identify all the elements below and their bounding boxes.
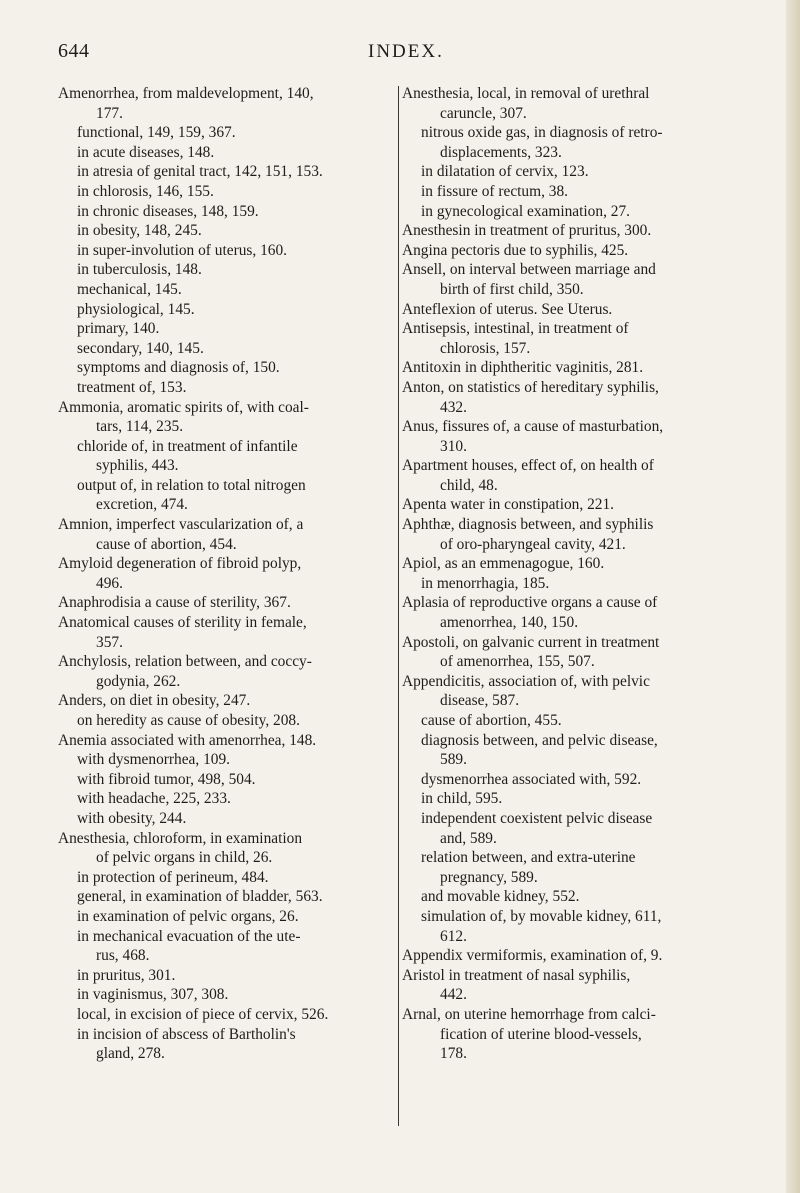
index-entry: Anesthesin in treatment of pruritus, 300. <box>402 222 652 240</box>
index-subentry: rus, 468. <box>96 947 150 965</box>
index-subentry: 442. <box>440 986 467 1004</box>
index-entry: Anatomical causes of sterility in female, <box>58 614 307 632</box>
index-subentry: tars, 114, 235. <box>96 418 184 436</box>
index-subentry: physiological, 145. <box>77 300 195 318</box>
index-subentry: secondary, 140, 145. <box>77 339 204 357</box>
index-subentry: output of, in relation to total nitrogen <box>77 476 306 494</box>
index-entry: Aplasia of reproductive organs a cause of <box>402 594 658 612</box>
index-entry: Anemia associated with amenorrhea, 148. <box>58 731 317 749</box>
index-subentry: of oro-pharyngeal cavity, 421. <box>440 535 626 553</box>
index-subentry: displacements, 323. <box>440 143 562 161</box>
index-entry: Apiol, as an emmenagogue, 160. <box>402 555 605 573</box>
index-subentry: chloride of, in treatment of infantile <box>77 437 298 455</box>
index-subentry: with fibroid tumor, 498, 504. <box>77 770 256 788</box>
index-entry: Anchylosis, relation between, and coccy- <box>58 653 312 671</box>
index-entry: Anders, on diet in obesity, 247. <box>58 692 251 710</box>
index-entry: Ammonia, aromatic spirits of, with coal- <box>58 398 309 416</box>
index-subentry: with obesity, 244. <box>77 809 187 827</box>
index-subentry: dysmenorrhea associated with, 592. <box>421 770 642 788</box>
index-subentry: of amenorrhea, 155, 507. <box>440 653 595 671</box>
index-entry: Apartment houses, effect of, on health of <box>402 457 654 475</box>
index-entry: Anton, on statistics of hereditary syphilis, <box>402 378 659 396</box>
index-subentry: 357. <box>96 633 123 651</box>
index-subentry: in protection of perineum, 484. <box>77 868 269 886</box>
index-column-right <box>402 84 746 1064</box>
index-entry: Amyloid degeneration of fibroid polyp, <box>58 555 302 573</box>
running-title: INDEX. <box>368 41 444 62</box>
index-subentry: amenorrhea, 140, 150. <box>440 614 579 632</box>
index-entry: Aphthæ, diagnosis between, and syphilis <box>402 516 654 534</box>
index-subentry: cause of abortion, 454. <box>96 535 237 553</box>
index-column-left <box>58 84 388 1064</box>
index-subentry: in chronic diseases, 148, 159. <box>77 202 259 220</box>
index-subentry: caruncle, 307. <box>440 104 527 122</box>
index-subentry: and, 589. <box>440 829 497 847</box>
index-subentry: in menorrhagia, 185. <box>421 574 550 592</box>
column-divider <box>398 86 399 1126</box>
index-subentry: symptoms and diagnosis of, 150. <box>77 359 280 377</box>
page-edge-shadow <box>786 0 800 1193</box>
index-subentry: in incision of abscess of Bartholin's <box>77 1025 296 1043</box>
index-subentry: in vaginismus, 307, 308. <box>77 986 229 1004</box>
index-subentry: with dysmenorrhea, 109. <box>77 751 231 769</box>
index-subentry: in super-involution of uterus, 160. <box>77 241 288 259</box>
index-subentry: 589. <box>440 751 467 769</box>
index-subentry: in tuberculosis, 148. <box>77 261 202 279</box>
index-entry: Anteflexion of uterus. See Uterus. <box>402 300 613 318</box>
index-subentry: in examination of pelvic organs, 26. <box>77 907 299 925</box>
index-subentry: disease, 587. <box>440 692 520 710</box>
index-subentry: 177. <box>96 104 123 122</box>
index-subentry: in obesity, 148, 245. <box>77 222 202 240</box>
index-entry: Ansell, on interval between marriage and <box>402 261 656 279</box>
index-subentry: with headache, 225, 233. <box>77 790 231 808</box>
index-subentry: in child, 595. <box>421 790 503 808</box>
index-subentry: mechanical, 145. <box>77 280 182 298</box>
index-subentry: of pelvic organs in child, 26. <box>96 849 273 867</box>
index-subentry: in gynecological examination, 27. <box>421 202 630 220</box>
index-entry: Amenorrhea, from maldevelopment, 140, <box>58 85 314 102</box>
index-entry: Aristol in treatment of nasal syphilis, <box>402 966 631 984</box>
index-subentry: independent coexistent pelvic disease <box>421 809 653 827</box>
index-entry: Appendicitis, association of, with pelvic <box>402 672 650 690</box>
index-entry: Anesthesia, chloroform, in examination <box>58 829 303 847</box>
index-subentry: syphilis, 443. <box>96 457 179 475</box>
index-subentry: primary, 140. <box>77 320 160 338</box>
page-header <box>58 40 758 70</box>
index-subentry: child, 48. <box>440 476 498 494</box>
index-subentry: relation between, and extra-uterine <box>421 849 636 867</box>
index-subentry: 178. <box>440 1045 467 1063</box>
index-subentry: pregnancy, 589. <box>440 868 538 886</box>
index-subentry: local, in excision of piece of cervix, 526. <box>77 1005 329 1023</box>
index-entry: Anaphrodisia a cause of sterility, 367. <box>58 594 291 612</box>
index-entry: Appendix vermiformis, examination of, 9. <box>402 947 663 965</box>
index-entry: Arnal, on uterine hemorrhage from calci- <box>402 1005 656 1023</box>
index-subentry: simulation of, by movable kidney, 611, <box>421 907 662 925</box>
index-subentry: in dilatation of cervix, 123. <box>421 163 589 181</box>
index-subentry: functional, 149, 159, 367. <box>77 124 236 142</box>
index-subentry: godynia, 262. <box>96 672 181 690</box>
index-subentry: 310. <box>440 437 467 455</box>
index-subentry: cause of abortion, 455. <box>421 712 562 729</box>
index-entry: Anesthesia, local, in removal of urethral <box>402 85 650 102</box>
index-entry: Antitoxin in diphtheritic vaginitis, 281. <box>402 359 644 377</box>
index-subentry: in acute diseases, 148. <box>77 143 215 161</box>
index-entry: Amnion, imperfect vascularization of, a <box>58 516 304 534</box>
index-subentry: birth of first child, 350. <box>440 280 584 298</box>
index-subentry: general, in examination of bladder, 563. <box>77 888 323 906</box>
index-subentry: diagnosis between, and pelvic disease, <box>421 731 658 749</box>
index-subentry: in fissure of rectum, 38. <box>421 182 569 200</box>
index-entry: Angina pectoris due to syphilis, 425. <box>402 241 629 259</box>
index-subentry: treatment of, 153. <box>77 378 187 396</box>
index-entry: Apostoli, on galvanic current in treatment <box>402 633 660 651</box>
index-subentry: excretion, 474. <box>96 496 188 514</box>
index-subentry: 496. <box>96 574 123 592</box>
index-subentry: in chlorosis, 146, 155. <box>77 182 214 200</box>
index-subentry: and movable kidney, 552. <box>421 888 580 906</box>
index-subentry: on heredity as cause of obesity, 208. <box>77 712 300 729</box>
page-number: 644 <box>58 40 90 62</box>
index-subentry: nitrous oxide gas, in diagnosis of retro- <box>421 124 663 142</box>
index-entry: Anus, fissures of, a cause of masturbation, <box>402 418 664 436</box>
index-subentry: in mechanical evacuation of the ute- <box>77 927 301 945</box>
index-subentry: in atresia of genital tract, 142, 151, 153. <box>77 163 323 181</box>
index-subentry: 432. <box>440 398 467 416</box>
index-subentry: fication of uterine blood-vessels, <box>440 1025 642 1043</box>
index-entry: Apenta water in constipation, 221. <box>402 496 614 514</box>
index-subentry: 612. <box>440 927 467 945</box>
index-subentry: gland, 278. <box>96 1045 165 1063</box>
index-subentry: chlorosis, 157. <box>440 339 531 357</box>
index-subentry: in pruritus, 301. <box>77 966 176 984</box>
index-entry: Antisepsis, intestinal, in treatment of <box>402 320 629 338</box>
